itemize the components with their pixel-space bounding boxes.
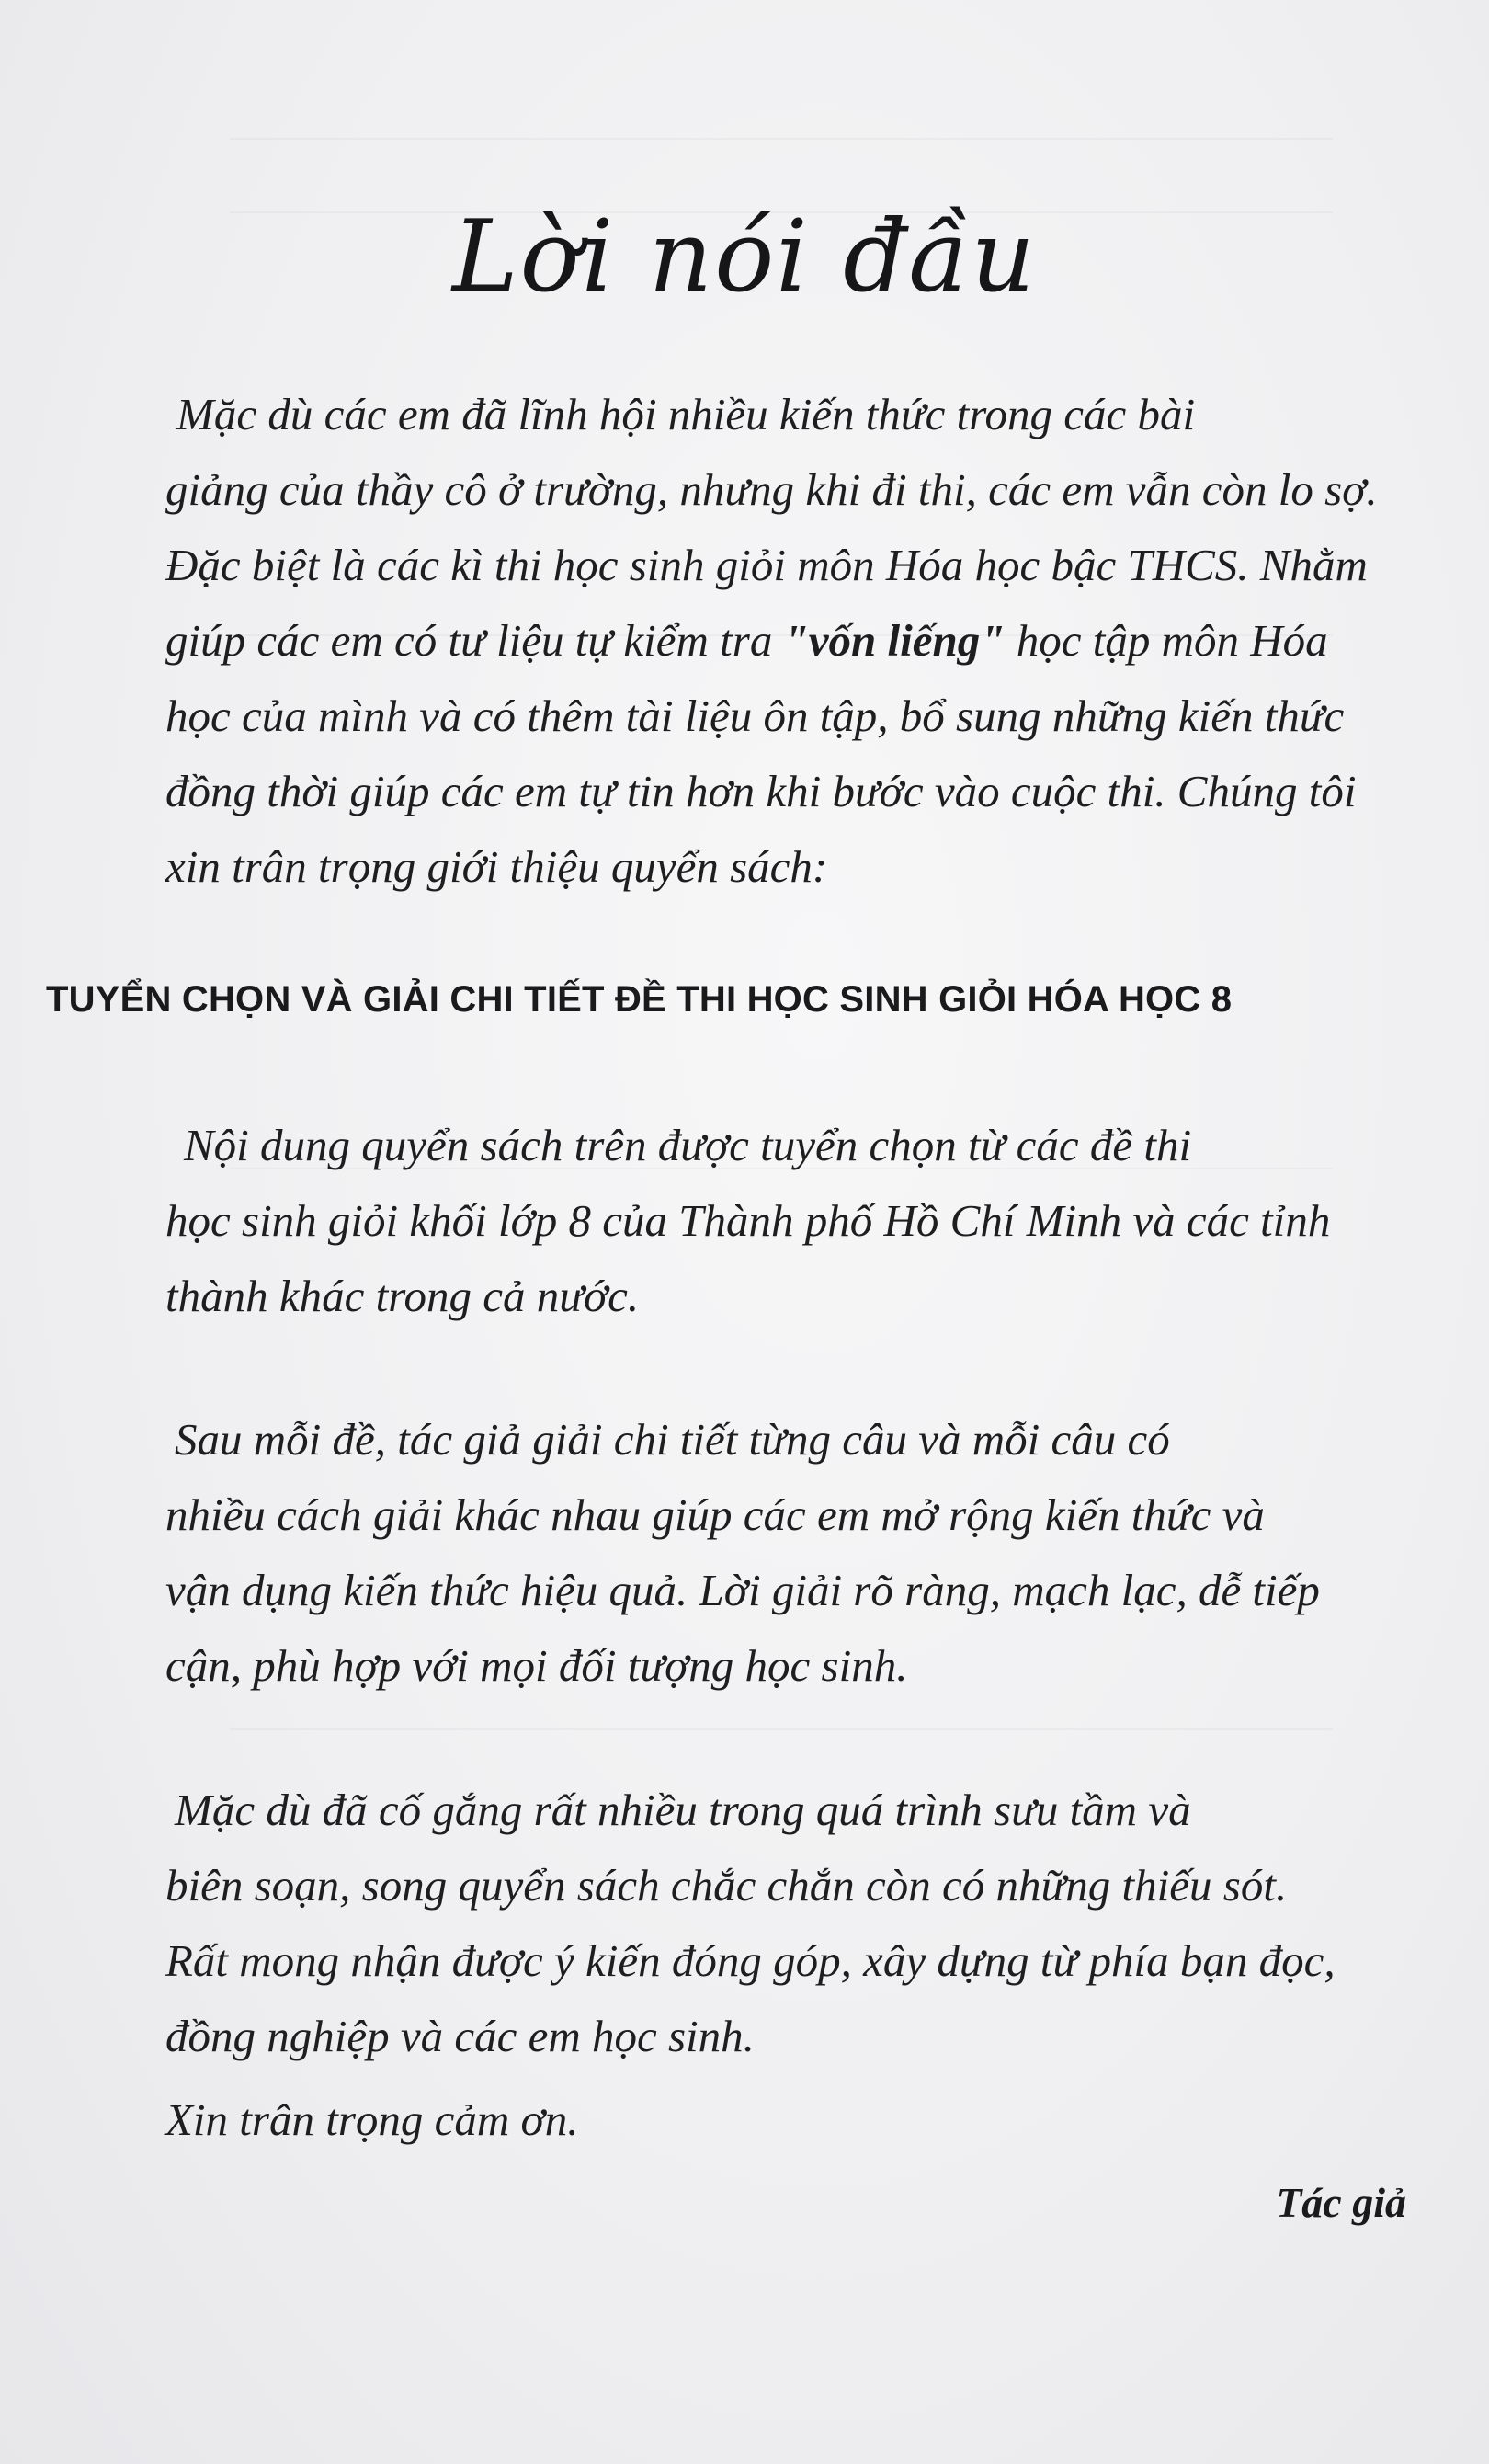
content-line: thành khác trong cả nước. bbox=[165, 1271, 640, 1321]
thanks-line: Xin trân trọng cảm ơn. bbox=[165, 2094, 579, 2145]
intro-line: xin trân trọng giới thiệu quyển sách: bbox=[165, 841, 828, 892]
content-paragraph bbox=[165, 1108, 1425, 1334]
page-title: Lời nói đầu bbox=[452, 200, 1037, 314]
solution-line: nhiều cách giải khác nhau giúp các em mở rộng kiến thức và bbox=[165, 1489, 1265, 1540]
book-title-heading: TUYỂN CHỌN VÀ GIẢI CHI TIẾT ĐỀ THI HỌC SINH GIỎI HÓA HỌC 8 bbox=[46, 979, 1233, 1020]
show-through-line bbox=[230, 1728, 1333, 1730]
intro-text: học tập môn Hóa bbox=[1016, 615, 1328, 666]
intro-paragraph bbox=[165, 377, 1425, 905]
intro-line: đồng thời giúp các em tự tin hơn khi bước vào cuộc thi. Chúng tôi bbox=[165, 766, 1357, 816]
closing-line: Mặc dù đã cố gắng rất nhiều trong quá trình sưu tầm và bbox=[175, 1785, 1191, 1835]
intro-line: Đặc biệt là các kì thi học sinh giỏi môn Hóa học bậc THCS. Nhằm bbox=[165, 540, 1368, 590]
closing-paragraph bbox=[165, 1773, 1425, 2074]
content-line: học sinh giỏi khối lớp 8 của Thành phố Hồ Chí Minh và các tỉnh bbox=[165, 1195, 1331, 1246]
content-line: Nội dung quyển sách trên được tuyển chọn từ các đề thi bbox=[184, 1120, 1192, 1170]
intro-line: giảng của thầy cô ở trường, nhưng khi đi thi, các em vẫn còn lo sợ. bbox=[165, 464, 1378, 515]
intro-line: học của mình và có thêm tài liệu ôn tập, bổ sung những kiến thức bbox=[165, 690, 1345, 741]
solution-line: Sau mỗi đề, tác giả giải chi tiết từng câu và mỗi câu có bbox=[175, 1414, 1170, 1465]
intro-line: Mặc dù các em đã lĩnh hội nhiều kiến thức trong các bài bbox=[176, 389, 1196, 439]
solution-line: vận dụng kiến thức hiệu quả. Lời giải rõ ràng, mạch lạc, dễ tiếp bbox=[165, 1565, 1320, 1615]
solution-line: cận, phù hợp với mọi đối tượng học sinh. bbox=[165, 1640, 908, 1691]
author-signature: Tác giả bbox=[1276, 2179, 1406, 2226]
intro-text: giúp các em có tư liệu tự kiểm tra bbox=[165, 615, 773, 666]
show-through-line bbox=[230, 138, 1333, 140]
emphasis-text: "vốn liếng" bbox=[783, 615, 1006, 666]
solution-paragraph bbox=[165, 1402, 1425, 1704]
closing-line: biên soạn, song quyển sách chắc chắn còn có những thiếu sót. bbox=[165, 1860, 1288, 1911]
intro-line-with-emphasis bbox=[165, 603, 1425, 679]
closing-line: Rất mong nhận được ý kiến đóng góp, xây dựng từ phía bạn đọc, bbox=[165, 1935, 1336, 1986]
closing-line: đồng nghiệp và các em học sinh. bbox=[165, 2011, 755, 2061]
